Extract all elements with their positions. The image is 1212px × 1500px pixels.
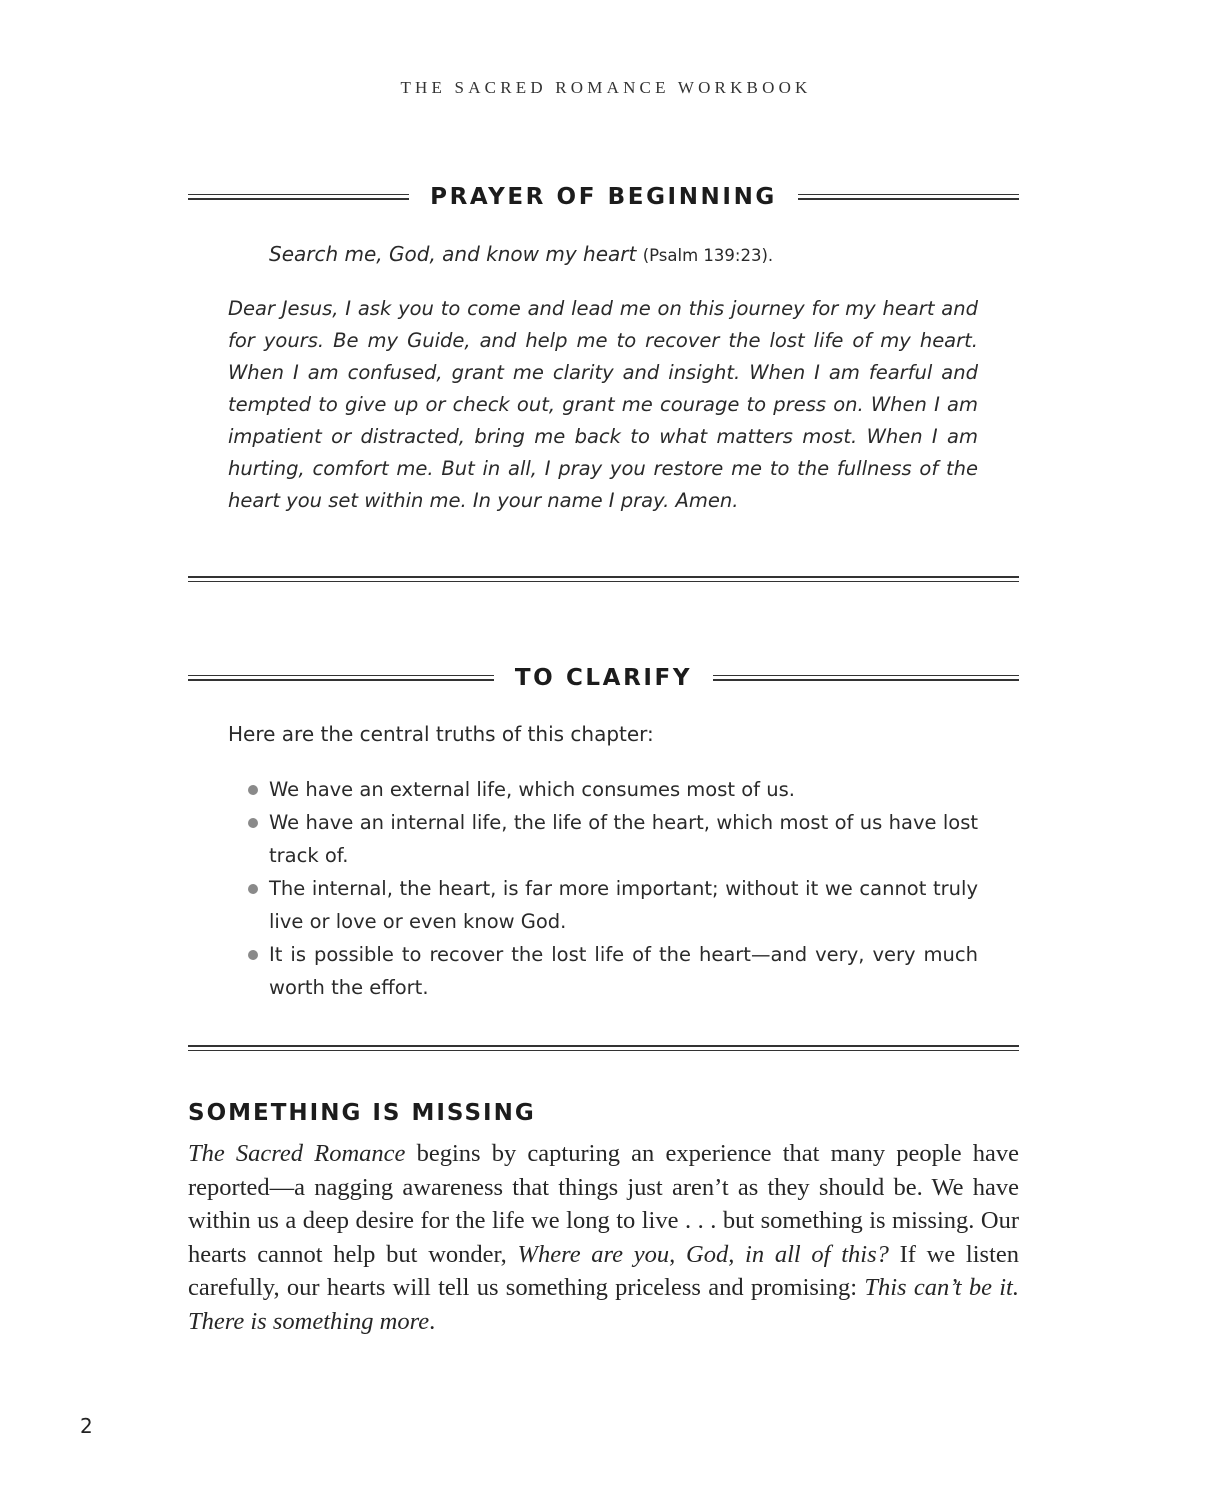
list-item [248,872,978,938]
body-text: . [429,1307,436,1335]
list-item-text: The internal, the heart, is far more important; without it we cannot truly live or love or even know God. [269,877,978,933]
clarify-intro: Here are the central truths of this chapter: [228,722,654,746]
prayer-section-header [188,177,1019,217]
header-rule-left [188,675,494,681]
body-text: If we listen carefully, our hearts will tell us something priceless and promising: [188,1240,1019,1301]
prayer-section-end-rule [188,576,1019,582]
verse-text: Search me, God, and know my heart [269,242,637,266]
bullet-icon [248,950,258,960]
bullet-icon [248,884,258,894]
section-heading: SOMETHING IS MISSING [188,1100,536,1126]
list-item [248,773,978,806]
truths-list [248,773,978,1004]
list-item-text: It is possible to recover the lost life of the heart—and very, very much worth the effort. [269,943,978,999]
body-paragraph [188,1137,1019,1338]
list-item [248,938,978,1004]
list-item-text: We have an external life, which consumes most of us. [269,778,795,801]
clarify-section-header [188,658,1019,698]
italic-question: Where are you, God, in all of this? [517,1240,889,1268]
body-text: begins by capturing an experience that many people have reported—a nagging awareness that things just aren’t as they should be. We have within us a deep desire for the life we long to live . . . but something is missing. Our hearts cannot help but wonder, [188,1140,1020,1268]
list-item-text: We have an internal life, the life of the heart, which most of us have lost track of. [269,811,978,867]
book-title: The Sacred Romance [188,1140,406,1167]
bullet-icon [248,818,258,828]
verse-reference: (Psalm 139:23). [642,246,774,265]
header-rule-left [188,194,409,200]
list-item [248,806,978,872]
italic-statement: This can’t be it. There is something more [188,1274,1019,1335]
header-rule-right [713,675,1019,681]
clarify-section-title: TO CLARIFY [514,665,693,691]
scripture-verse [269,242,773,266]
running-head: THE SACRED ROMANCE WORKBOOK [400,78,812,97]
page-number: 2 [80,1414,93,1438]
bullet-icon [248,785,258,795]
header-rule-right [798,194,1019,200]
clarify-section-end-rule [188,1045,1019,1051]
prayer-section-title: PRAYER OF BEGINNING [430,184,777,210]
prayer-text: Dear Jesus, I ask you to come and lead me on this journey for my heart and for yours. Be my Guide, and help me to recover the lost life of my heart. When I am confused, grant me clarity and insight. When I am fearful and tempted to give up or check out, grant me courage to press on. When I am impatient or distracted, bring me back to what matters most. When I am hurting, comfort me. But in all, I pray you restore me to the fullness of the heart you set within me. In your name I pray. Amen. [228,297,978,512]
